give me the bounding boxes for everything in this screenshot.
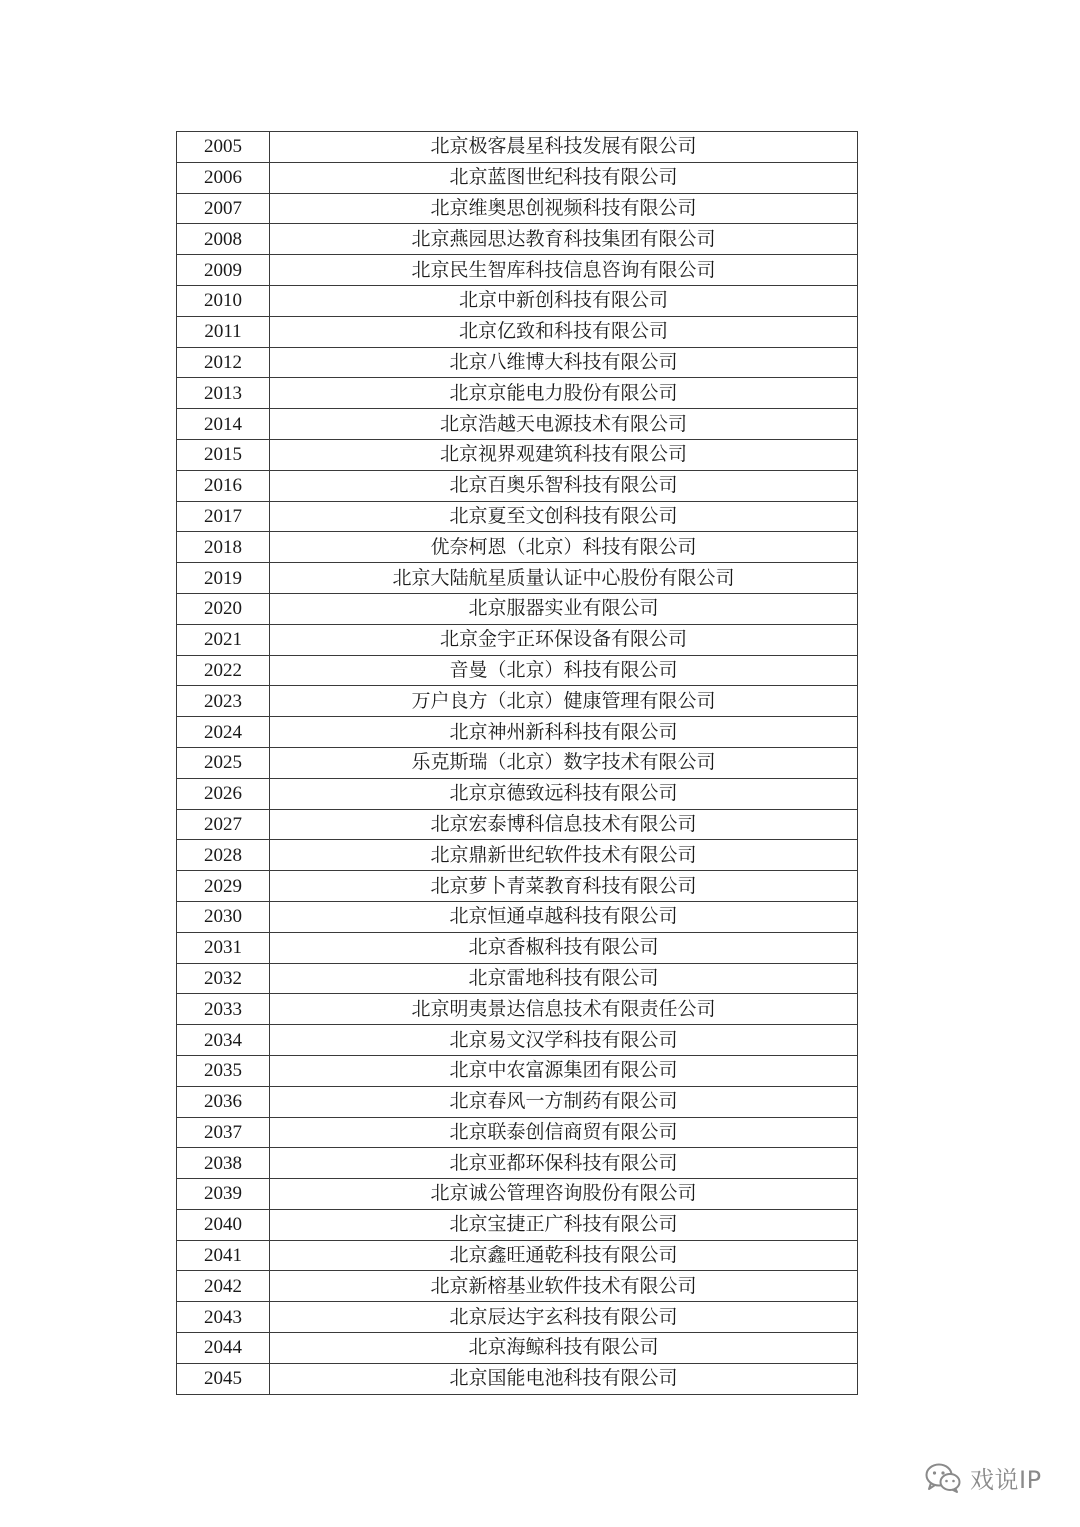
- table-row: [177, 439, 858, 470]
- watermark-text: 戏说IP: [970, 1466, 1042, 1494]
- row-number-cell: 2040: [177, 1209, 270, 1240]
- company-name-cell: 北京中农富源集团有限公司: [270, 1055, 858, 1086]
- table-row: [177, 255, 858, 286]
- row-number-cell: 2039: [177, 1179, 270, 1210]
- table-row: [177, 1271, 858, 1302]
- company-name-cell: 北京视界观建筑科技有限公司: [270, 439, 858, 470]
- table-row: [177, 778, 858, 809]
- company-name-cell: 北京八维博大科技有限公司: [270, 347, 858, 378]
- row-number-cell: 2045: [177, 1363, 270, 1394]
- row-number-cell: 2044: [177, 1333, 270, 1364]
- table-row: [177, 1302, 858, 1333]
- row-number-cell: 2018: [177, 532, 270, 563]
- row-number-cell: 2013: [177, 378, 270, 409]
- company-name-cell: 北京京德致远科技有限公司: [270, 778, 858, 809]
- table-row: [177, 932, 858, 963]
- table-row: [177, 347, 858, 378]
- table-row: [177, 501, 858, 532]
- company-name-cell: 北京大陆航星质量认证中心股份有限公司: [270, 563, 858, 594]
- row-number-cell: 2043: [177, 1302, 270, 1333]
- company-name-cell: 北京明夷景达信息技术有限责任公司: [270, 994, 858, 1025]
- row-number-cell: 2019: [177, 563, 270, 594]
- table-row: [177, 1148, 858, 1179]
- company-name-cell: 北京亚都环保科技有限公司: [270, 1148, 858, 1179]
- row-number-cell: 2017: [177, 501, 270, 532]
- table-row: [177, 871, 858, 902]
- company-name-cell: 北京春风一方制药有限公司: [270, 1086, 858, 1117]
- table-row: [177, 717, 858, 748]
- company-name-cell: 北京蓝图世纪科技有限公司: [270, 162, 858, 193]
- table-row: [177, 378, 858, 409]
- company-name-cell: 北京新榕基业软件技术有限公司: [270, 1271, 858, 1302]
- company-name-cell: 北京民生智库科技信息咨询有限公司: [270, 255, 858, 286]
- company-name-cell: 北京京能电力股份有限公司: [270, 378, 858, 409]
- row-number-cell: 2024: [177, 717, 270, 748]
- company-name-cell: 北京恒通卓越科技有限公司: [270, 901, 858, 932]
- company-name-cell: 北京燕园思达教育科技集团有限公司: [270, 224, 858, 255]
- row-number-cell: 2037: [177, 1117, 270, 1148]
- row-number-cell: 2026: [177, 778, 270, 809]
- table-row: [177, 132, 858, 163]
- company-name-cell: 北京维奥思创视频科技有限公司: [270, 193, 858, 224]
- company-name-cell: 北京夏至文创科技有限公司: [270, 501, 858, 532]
- table-row: [177, 686, 858, 717]
- table-row: [177, 747, 858, 778]
- row-number-cell: 2012: [177, 347, 270, 378]
- row-number-cell: 2020: [177, 593, 270, 624]
- table-row: [177, 593, 858, 624]
- row-number-cell: 2034: [177, 1025, 270, 1056]
- table-row: [177, 162, 858, 193]
- table-row: [177, 409, 858, 440]
- table-row: [177, 1117, 858, 1148]
- row-number-cell: 2022: [177, 655, 270, 686]
- table-row: [177, 1055, 858, 1086]
- table-row: [177, 1025, 858, 1056]
- company-name-cell: 北京中新创科技有限公司: [270, 285, 858, 316]
- company-name-cell: 北京极客晨星科技发展有限公司: [270, 132, 858, 163]
- table-row: [177, 563, 858, 594]
- company-name-cell: 北京宏泰博科信息技术有限公司: [270, 809, 858, 840]
- watermark: [924, 1460, 1042, 1495]
- table-row: [177, 901, 858, 932]
- company-table: [176, 131, 858, 1395]
- row-number-cell: 2028: [177, 840, 270, 871]
- company-name-cell: 北京鼎新世纪软件技术有限公司: [270, 840, 858, 871]
- company-name-cell: 音曼（北京）科技有限公司: [270, 655, 858, 686]
- row-number-cell: 2008: [177, 224, 270, 255]
- row-number-cell: 2015: [177, 439, 270, 470]
- row-number-cell: 2025: [177, 747, 270, 778]
- table-row: [177, 285, 858, 316]
- row-number-cell: 2006: [177, 162, 270, 193]
- company-name-cell: 北京香椒科技有限公司: [270, 932, 858, 963]
- row-number-cell: 2035: [177, 1055, 270, 1086]
- table-row: [177, 316, 858, 347]
- table-row: [177, 655, 858, 686]
- company-name-cell: 北京服器实业有限公司: [270, 593, 858, 624]
- company-name-cell: 北京联泰创信商贸有限公司: [270, 1117, 858, 1148]
- row-number-cell: 2038: [177, 1148, 270, 1179]
- row-number-cell: 2016: [177, 470, 270, 501]
- company-name-cell: 优奈柯恩（北京）科技有限公司: [270, 532, 858, 563]
- row-number-cell: 2027: [177, 809, 270, 840]
- table-row: [177, 1086, 858, 1117]
- row-number-cell: 2031: [177, 932, 270, 963]
- table-row: [177, 470, 858, 501]
- table-row: [177, 532, 858, 563]
- row-number-cell: 2036: [177, 1086, 270, 1117]
- company-name-cell: 北京鑫旺通乾科技有限公司: [270, 1240, 858, 1271]
- row-number-cell: 2033: [177, 994, 270, 1025]
- table-row: [177, 840, 858, 871]
- company-name-cell: 北京易文汉学科技有限公司: [270, 1025, 858, 1056]
- company-name-cell: 北京浩越天电源技术有限公司: [270, 409, 858, 440]
- company-name-cell: 北京百奥乐智科技有限公司: [270, 470, 858, 501]
- row-number-cell: 2014: [177, 409, 270, 440]
- table-row: [177, 809, 858, 840]
- company-name-cell: 北京金宇正环保设备有限公司: [270, 624, 858, 655]
- row-number-cell: 2023: [177, 686, 270, 717]
- row-number-cell: 2021: [177, 624, 270, 655]
- table-row: [177, 963, 858, 994]
- company-name-cell: 北京亿致和科技有限公司: [270, 316, 858, 347]
- company-name-cell: 万户良方（北京）健康管理有限公司: [270, 686, 858, 717]
- row-number-cell: 2042: [177, 1271, 270, 1302]
- row-number-cell: 2005: [177, 132, 270, 163]
- table-row: [177, 224, 858, 255]
- row-number-cell: 2029: [177, 871, 270, 902]
- company-name-cell: 北京国能电池科技有限公司: [270, 1363, 858, 1394]
- wechat-icon: [924, 1462, 962, 1494]
- table-row: [177, 1240, 858, 1271]
- company-table-body: [177, 132, 858, 1395]
- row-number-cell: 2011: [177, 316, 270, 347]
- company-name-cell: 北京萝卜青菜教育科技有限公司: [270, 871, 858, 902]
- company-name-cell: 北京诚公管理咨询股份有限公司: [270, 1179, 858, 1210]
- company-name-cell: 北京宝捷正广科技有限公司: [270, 1209, 858, 1240]
- company-name-cell: 北京神州新科科技有限公司: [270, 717, 858, 748]
- row-number-cell: 2041: [177, 1240, 270, 1271]
- company-name-cell: 北京雷地科技有限公司: [270, 963, 858, 994]
- table-row: [177, 1209, 858, 1240]
- table-row: [177, 624, 858, 655]
- row-number-cell: 2009: [177, 255, 270, 286]
- row-number-cell: 2010: [177, 285, 270, 316]
- table-row: [177, 1363, 858, 1394]
- table-row: [177, 1333, 858, 1364]
- company-name-cell: 乐克斯瑞（北京）数字技术有限公司: [270, 747, 858, 778]
- table-row: [177, 1179, 858, 1210]
- table-row: [177, 994, 858, 1025]
- row-number-cell: 2030: [177, 901, 270, 932]
- row-number-cell: 2007: [177, 193, 270, 224]
- company-name-cell: 北京海鲸科技有限公司: [270, 1333, 858, 1364]
- row-number-cell: 2032: [177, 963, 270, 994]
- table-row: [177, 193, 858, 224]
- company-name-cell: 北京辰达宇玄科技有限公司: [270, 1302, 858, 1333]
